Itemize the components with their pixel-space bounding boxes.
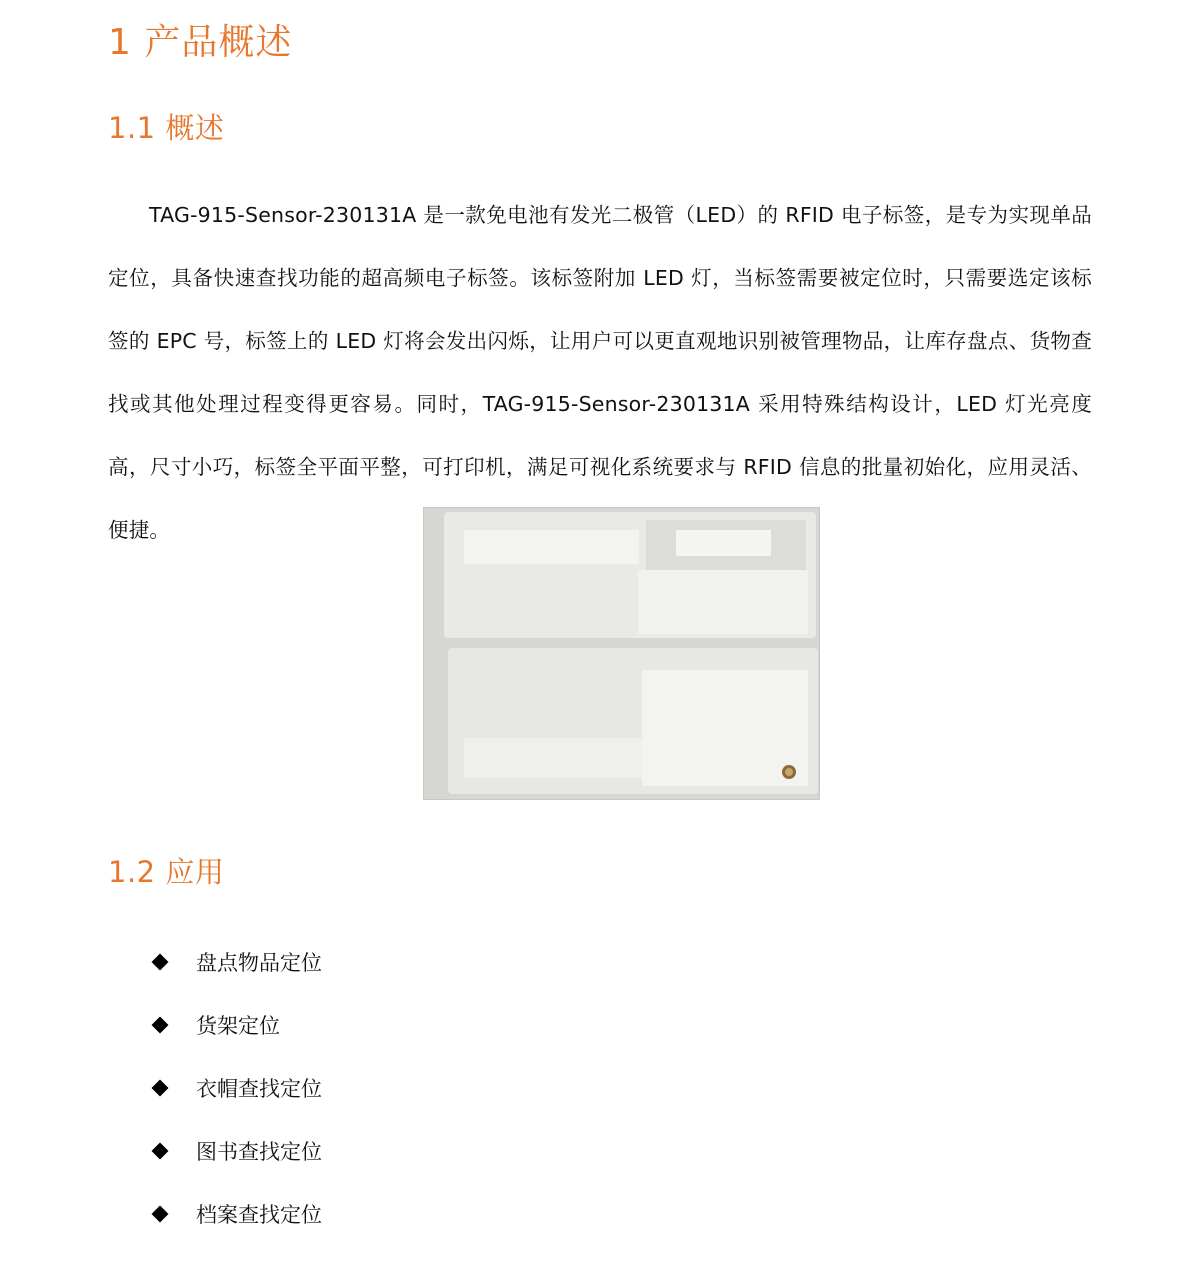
list-item xyxy=(150,1119,322,1182)
subsection-heading-applications: 1.2 应用 xyxy=(108,855,225,889)
applications-list xyxy=(150,930,322,1245)
diamond-bullet-icon xyxy=(152,1142,169,1159)
list-item xyxy=(150,1182,322,1245)
overview-paragraph: TAG-915-Sensor-230131A 是一款免电池有发光二极管（LED）的 RFID 电子标签，是专为实现单品定位，具备快速查找功能的超高频电子标签。该标签附加 LED 灯，当标签需要被定位时，只需要选定该标签的 EPC 号，标签上的 LED 灯将会发出闪烁，让用户可以更直观地识别被管理物品，让库存盘点、货物查找或其他处理过程变得更容易。同时，TAG-915-Sensor-230131A 采用特殊结构设计，LED 灯光亮度高，尺寸小巧，标签全平面平整，可打印机，满足可视化系统要求与 RFID 信息的批量初始化，应用灵活、便捷。 xyxy=(108,203,1092,542)
diamond-bullet-icon xyxy=(152,1079,169,1096)
list-item-text: 货架定位 xyxy=(196,1013,280,1038)
list-item-text: 档案查找定位 xyxy=(196,1202,322,1227)
diamond-bullet-icon xyxy=(152,1016,169,1033)
diamond-bullet-icon xyxy=(152,1205,169,1222)
list-item xyxy=(150,1056,322,1119)
list-item-text: 盘点物品定位 xyxy=(196,950,322,975)
section-heading-product-overview: 1 产品概述 xyxy=(108,22,293,63)
list-item xyxy=(150,993,322,1056)
list-item-text: 图书查找定位 xyxy=(196,1139,322,1164)
diamond-bullet-icon xyxy=(152,953,169,970)
rfid-tag-photo xyxy=(423,507,820,800)
subsection-heading-overview: 1.1 概述 xyxy=(108,111,225,145)
list-item-text: 衣帽查找定位 xyxy=(196,1076,322,1101)
list-item xyxy=(150,930,322,993)
